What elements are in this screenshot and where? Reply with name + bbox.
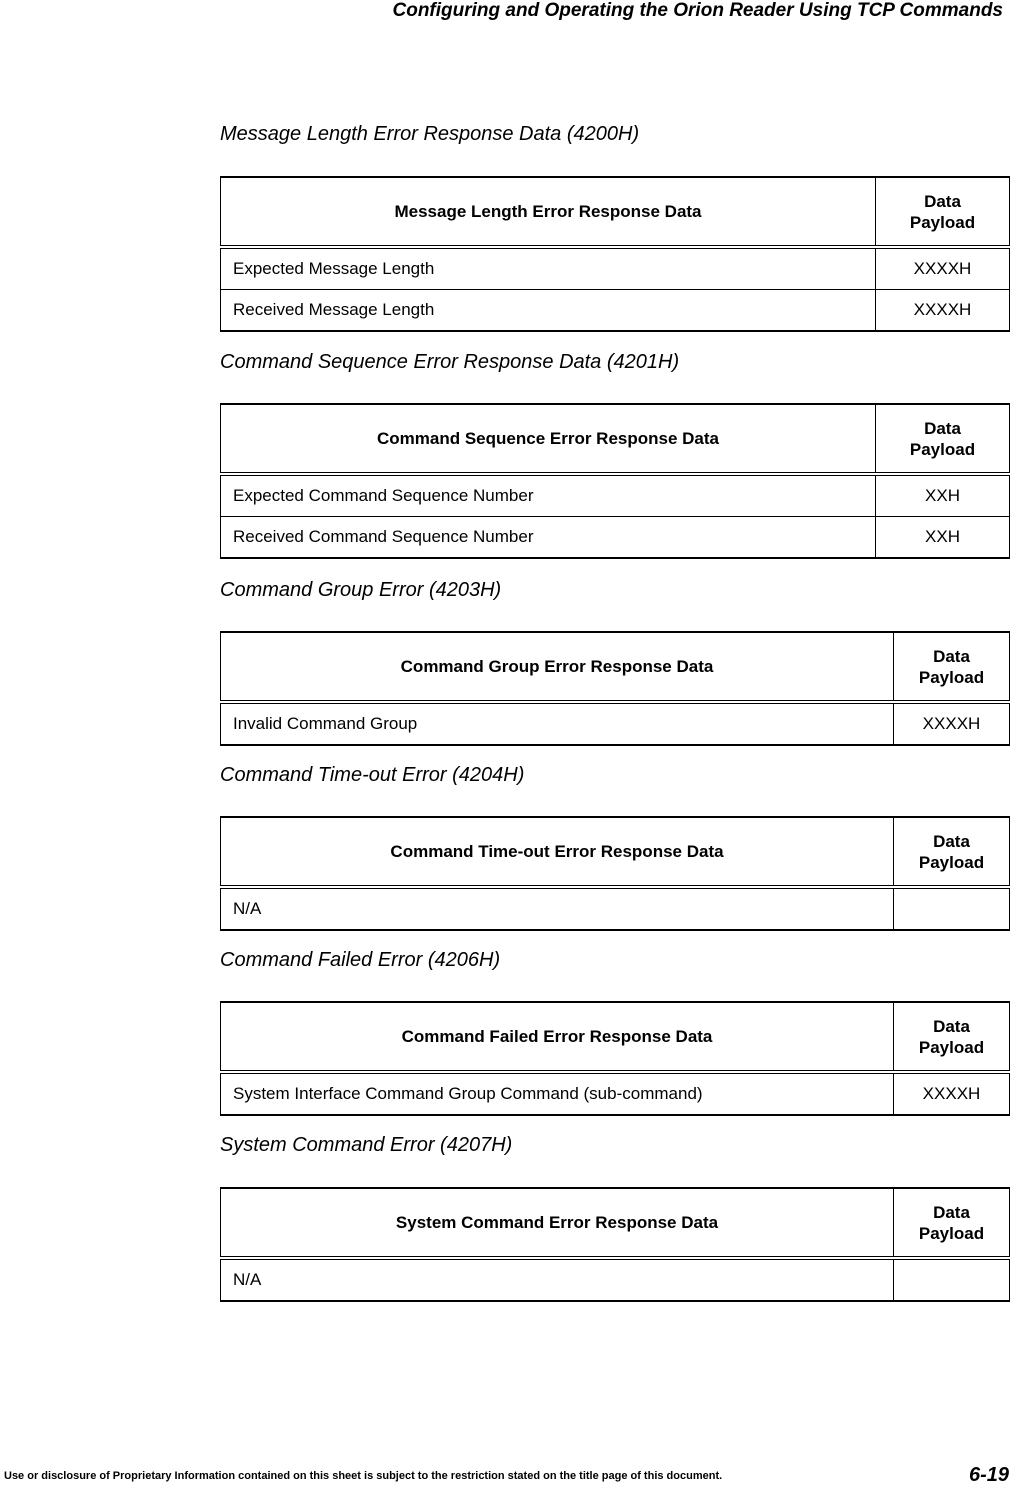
- row-label: N/A: [221, 1258, 894, 1301]
- header-line: Data: [933, 1016, 970, 1036]
- row-label: Expected Command Sequence Number: [221, 474, 876, 517]
- section-message-length-error: [220, 122, 1009, 319]
- header-line: Payload: [918, 852, 985, 872]
- table-header-row: [221, 404, 1010, 474]
- row-payload: [894, 1258, 1010, 1301]
- section-command-group-error: [220, 578, 1009, 733]
- header-line: Data: [933, 831, 970, 851]
- column-header-description: System Command Error Response Data: [221, 1188, 894, 1258]
- message-length-error-table: [220, 176, 1010, 332]
- row-label: Received Command Sequence Number: [221, 517, 876, 559]
- command-group-error-table: [220, 631, 1010, 746]
- column-header-data-payload: [894, 817, 1010, 887]
- section-title: Command Group Error (4203H): [220, 579, 502, 601]
- page-number: 6-19: [968, 1464, 1009, 1486]
- row-label: N/A: [221, 887, 894, 930]
- column-header-description: Message Length Error Response Data: [221, 177, 876, 247]
- command-sequence-error-table: [220, 403, 1010, 559]
- table-row: [221, 1258, 1010, 1301]
- table-row: [221, 474, 1010, 517]
- section-title: System Command Error (4207H): [220, 1134, 513, 1156]
- section-command-failed-error: [220, 948, 1009, 1103]
- row-payload: XXH: [876, 517, 1010, 559]
- column-header-data-payload: [876, 177, 1010, 247]
- row-payload: XXXXH: [876, 247, 1010, 290]
- table-row: [221, 290, 1010, 332]
- table-header-row: [221, 1188, 1010, 1258]
- running-header-title: Configuring and Operating the Orion Reader Using TCP Commands: [392, 0, 1003, 21]
- section-system-command-error: [220, 1133, 1009, 1289]
- table-row: [221, 702, 1010, 745]
- header-line: Payload: [909, 439, 976, 459]
- column-header-data-payload: [894, 632, 1010, 702]
- command-timeout-error-table: [220, 816, 1010, 931]
- table-row: [221, 887, 1010, 930]
- row-label: Received Message Length: [221, 290, 876, 332]
- header-line: Payload: [909, 212, 976, 232]
- header-line: Payload: [918, 1223, 985, 1243]
- row-label: Invalid Command Group: [221, 702, 894, 745]
- system-command-error-table: [220, 1187, 1010, 1302]
- table-row: [221, 517, 1010, 559]
- table-header-row: [221, 817, 1010, 887]
- header-line: Data: [933, 1202, 970, 1222]
- header-line: Payload: [918, 667, 985, 687]
- command-failed-error-table: [220, 1001, 1010, 1116]
- table-header-row: [221, 1002, 1010, 1072]
- section-command-sequence-error: [220, 350, 1009, 546]
- table-header-row: [221, 632, 1010, 702]
- column-header-data-payload: [894, 1188, 1010, 1258]
- header-line: Payload: [918, 1037, 985, 1057]
- row-payload: XXXXH: [894, 702, 1010, 745]
- table-row: [221, 247, 1010, 290]
- section-title: Message Length Error Response Data (4200H): [220, 123, 640, 145]
- proprietary-notice: Use or disclosure of Proprietary Information contained on this sheet is subject to the restriction stated on the title page of this document.: [4, 1470, 723, 1482]
- table-header-row: [221, 177, 1010, 247]
- section-command-timeout-error: [220, 763, 1009, 918]
- column-header-description: Command Time-out Error Response Data: [221, 817, 894, 887]
- column-header-description: Command Failed Error Response Data: [221, 1002, 894, 1072]
- row-label: System Interface Command Group Command (sub-command): [221, 1072, 894, 1115]
- row-payload: XXXXH: [894, 1072, 1010, 1115]
- row-payload: [894, 887, 1010, 930]
- column-header-data-payload: [894, 1002, 1010, 1072]
- column-header-data-payload: [876, 404, 1010, 474]
- header-line: Data: [924, 418, 961, 438]
- column-header-description: Command Sequence Error Response Data: [221, 404, 876, 474]
- section-title: Command Time-out Error (4204H): [220, 764, 525, 786]
- header-line: Data: [933, 646, 970, 666]
- row-payload: XXXXH: [876, 290, 1010, 332]
- row-payload: XXH: [876, 474, 1010, 517]
- table-row: [221, 1072, 1010, 1115]
- column-header-description: Command Group Error Response Data: [221, 632, 894, 702]
- row-label: Expected Message Length: [221, 247, 876, 290]
- section-title: Command Failed Error (4206H): [220, 949, 501, 971]
- header-line: Data: [924, 191, 961, 211]
- section-title: Command Sequence Error Response Data (4201H): [220, 351, 680, 373]
